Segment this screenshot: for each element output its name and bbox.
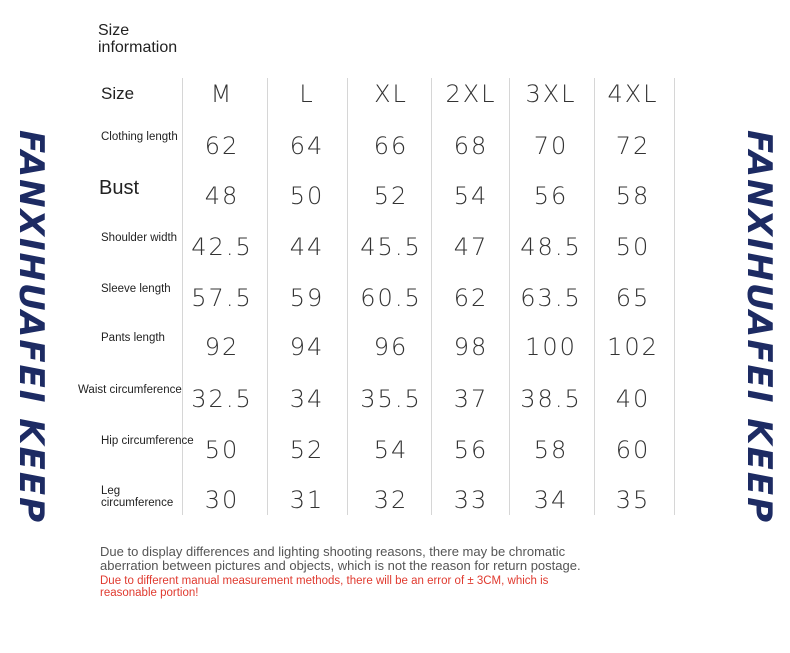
size-table [78, 78, 678, 518]
display-disclaimer: Due to display differences and lighting shooting reasons, there may be chromatic aberration between pictures and objects, which is not the reason for return postage. [100, 544, 581, 573]
column-divider [509, 78, 510, 515]
row-label: Sleeve length [101, 283, 171, 295]
size-cell: 92 [204, 333, 240, 361]
size-cell: 100 [525, 333, 577, 361]
size-header-4xl: 4XL [607, 80, 659, 108]
size-cell: 35.5 [360, 385, 422, 413]
brand-text-left: FANXIHUAFEI KEEP [11, 129, 51, 524]
size-cell: 40 [615, 385, 651, 413]
size-header-3xl: 3XL [525, 80, 577, 108]
size-cell: 68 [453, 132, 489, 160]
size-cell: 94 [289, 333, 325, 361]
size-cell: 42.5 [191, 233, 253, 261]
row-label: Pants length [101, 332, 165, 344]
size-cell: 52 [373, 182, 409, 210]
size-header-l: L [299, 80, 315, 108]
size-cell: 56 [453, 436, 489, 464]
size-cell: 54 [453, 182, 489, 210]
column-divider [347, 78, 348, 515]
size-cell: 58 [615, 182, 651, 210]
size-header-label: Size [101, 84, 135, 103]
size-header-2xl: 2XL [445, 80, 497, 108]
size-cell: 63.5 [520, 284, 582, 312]
brand-text-right: FANXIHUAFEI KEEP [739, 129, 779, 524]
row-label: Waist circumference [78, 384, 182, 396]
size-cell: 70 [533, 132, 569, 160]
size-cell: 33 [453, 486, 489, 514]
size-cell: 102 [607, 333, 659, 361]
size-cell: 32 [373, 486, 409, 514]
size-cell: 64 [289, 132, 325, 160]
brand-watermark-right [736, 0, 782, 653]
notes [100, 545, 600, 599]
size-cell: 48.5 [520, 233, 582, 261]
size-cell: 96 [373, 333, 409, 361]
size-header-xl: XL [374, 80, 408, 108]
size-cell: 31 [289, 486, 325, 514]
size-cell: 62 [204, 132, 240, 160]
size-cell: 34 [533, 486, 569, 514]
size-cell: 72 [615, 132, 651, 160]
size-cell: 44 [289, 233, 325, 261]
size-header-m: M [210, 80, 234, 108]
size-cell: 38.5 [520, 385, 582, 413]
size-cell: 60.5 [360, 284, 422, 312]
size-cell: 50 [289, 182, 325, 210]
size-cell: 58 [533, 436, 569, 464]
size-cell: 45.5 [360, 233, 422, 261]
column-divider [182, 78, 183, 515]
size-cell: 60 [615, 436, 651, 464]
row-label: Hip circumference [101, 435, 194, 447]
size-cell: 59 [289, 284, 325, 312]
size-cell: 98 [453, 333, 489, 361]
size-cell: 30 [204, 486, 240, 514]
size-info-title: Size information [98, 22, 178, 56]
size-cell: 47 [453, 233, 489, 261]
size-cell: 35 [615, 486, 651, 514]
size-cell: 52 [289, 436, 325, 464]
size-cell: 37 [453, 385, 489, 413]
row-label: Leg circumference [101, 485, 174, 509]
column-divider [674, 78, 675, 515]
size-cell: 65 [615, 284, 651, 312]
row-label: Bust [99, 177, 140, 199]
size-cell: 56 [533, 182, 569, 210]
brand-watermark-left [8, 0, 54, 653]
column-divider [267, 78, 268, 515]
size-cell: 50 [615, 233, 651, 261]
size-cell: 32.5 [191, 385, 253, 413]
size-cell: 66 [373, 132, 409, 160]
size-cell: 62 [453, 284, 489, 312]
measurement-disclaimer: Due to different manual measurement methods, there will be an error of ± 3CM, which is reasonable portion! [100, 575, 549, 599]
size-cell: 50 [204, 436, 240, 464]
column-divider [431, 78, 432, 515]
row-label: Shoulder width [101, 232, 178, 244]
size-cell: 57.5 [191, 284, 253, 312]
size-cell: 54 [373, 436, 409, 464]
size-cell: 48 [204, 182, 240, 210]
size-cell: 34 [289, 385, 325, 413]
column-divider [594, 78, 595, 515]
row-label: Clothing length [101, 131, 178, 143]
